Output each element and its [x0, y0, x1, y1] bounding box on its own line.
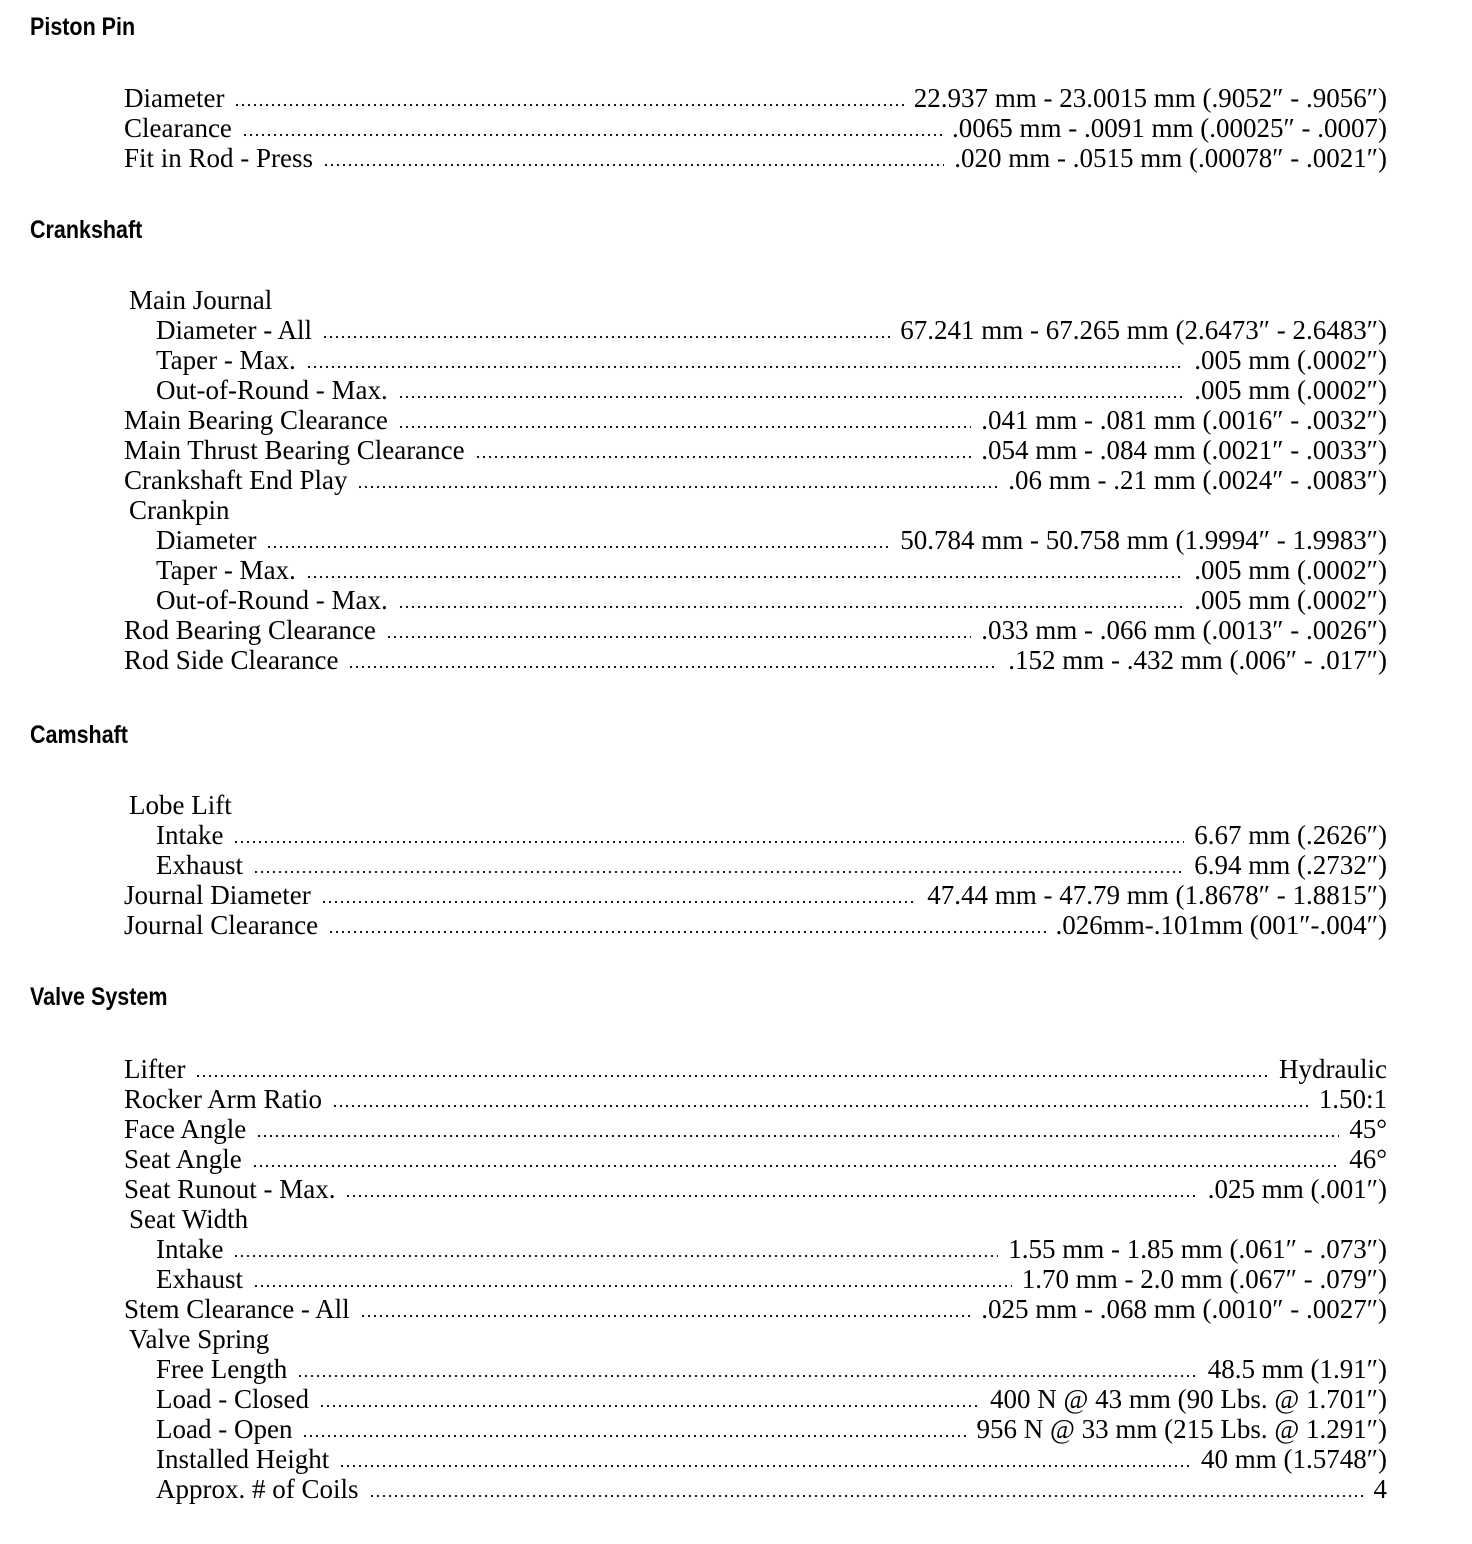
spec-label: Lifter: [124, 1054, 186, 1084]
dot-leader: [386, 635, 971, 639]
spec-value: .0065 mm - .0091 mm (.00025″ - .0007): [952, 113, 1387, 143]
spec-row: [124, 1174, 1387, 1204]
dot-leader: [322, 335, 890, 339]
spec-label: Crankshaft End Play: [124, 465, 348, 495]
spec-row: [124, 1084, 1387, 1114]
spec-value: .005 mm (.0002″): [1194, 345, 1387, 375]
dot-leader: [306, 365, 1184, 369]
spec-label: Fit in Rod - Press: [124, 143, 314, 173]
spec-row: [124, 83, 1387, 113]
spec-label: Stem Clearance - All: [124, 1294, 350, 1324]
spec-group-label: [124, 285, 1387, 315]
dot-leader: [398, 395, 1185, 399]
spec-row: [124, 1444, 1387, 1474]
spec-value: 1.70 mm - 2.0 mm (.067″ - .079″): [1021, 1264, 1387, 1294]
spec-label: Rod Side Clearance: [124, 645, 339, 675]
spec-value: .025 mm (.001″): [1207, 1174, 1387, 1204]
spec-label: Clearance: [124, 113, 232, 143]
dot-leader: [323, 163, 944, 167]
dot-leader: [242, 133, 942, 137]
spec-value: 6.94 mm (.2732″): [1194, 850, 1387, 880]
spec-label: Face Angle: [124, 1114, 247, 1144]
spec-row: [124, 345, 1387, 375]
spec-row: [124, 113, 1387, 143]
spec-group-label: [124, 1204, 1387, 1234]
spec-group-label: [124, 790, 1387, 820]
spec-label: Diameter: [124, 83, 225, 113]
spec-row: [124, 1054, 1387, 1084]
spec-label: Main Bearing Clearance: [124, 405, 388, 435]
spec-label: Exhaust: [156, 1264, 243, 1294]
dot-leader: [234, 103, 903, 107]
dot-leader: [332, 1104, 1309, 1108]
spec-group-label: [124, 1324, 1387, 1354]
spec-label: Diameter: [156, 525, 257, 555]
dot-leader: [252, 1164, 1339, 1168]
spec-label: Journal Diameter: [124, 880, 311, 910]
spec-label: Seat Angle: [124, 1144, 242, 1174]
dot-leader: [253, 870, 1184, 874]
section-heading: Valve System: [30, 983, 168, 1011]
spec-label: Lobe Lift: [129, 790, 232, 820]
spec-label: Valve Spring: [129, 1324, 270, 1354]
spec-label: Out-of-Round - Max.: [156, 585, 388, 615]
spec-value: .041 mm - .081 mm (.0016″ - .0032″): [981, 405, 1387, 435]
spec-row: [124, 1414, 1387, 1444]
spec-value: Hydraulic: [1279, 1054, 1387, 1084]
spec-value: 1.50:1: [1318, 1084, 1387, 1114]
spec-value: .152 mm - .432 mm (.006″ - .017″): [1008, 645, 1387, 675]
spec-value: 47.44 mm - 47.79 mm (1.8678″ - 1.8815″): [927, 880, 1387, 910]
dot-leader: [297, 1374, 1198, 1378]
spec-value: 40 mm (1.5748″): [1201, 1444, 1387, 1474]
dot-leader: [233, 840, 1184, 844]
spec-value: 6.67 mm (.2626″): [1194, 820, 1387, 850]
spec-label: Taper - Max.: [156, 555, 296, 585]
dot-leader: [306, 575, 1184, 579]
spec-row: [124, 555, 1387, 585]
spec-value: .033 mm - .066 mm (.0013″ - .0026″): [981, 615, 1387, 645]
dot-leader: [195, 1074, 1269, 1078]
spec-label: Intake: [156, 1234, 224, 1264]
spec-group-label: [124, 495, 1387, 525]
spec-row: [124, 645, 1387, 675]
spec-row: [124, 910, 1387, 940]
spec-row: [124, 820, 1387, 850]
dot-leader: [345, 1194, 1197, 1198]
spec-row: [124, 405, 1387, 435]
spec-label: Load - Closed: [156, 1384, 309, 1414]
dot-leader: [339, 1464, 1191, 1468]
spec-label: Crankpin: [129, 495, 230, 525]
dot-leader: [328, 930, 1045, 934]
spec-list: [124, 285, 1387, 675]
spec-row: [124, 1234, 1387, 1264]
spec-label: Installed Height: [156, 1444, 330, 1474]
spec-label: Diameter - All: [156, 315, 312, 345]
spec-value: 45°: [1349, 1114, 1387, 1144]
dot-leader: [233, 1254, 998, 1258]
dot-leader: [319, 1404, 980, 1408]
spec-row: [124, 1264, 1387, 1294]
spec-row: [124, 525, 1387, 555]
spec-row: [124, 1114, 1387, 1144]
spec-row: [124, 1144, 1387, 1174]
dot-leader: [398, 605, 1185, 609]
spec-list: [124, 1054, 1387, 1504]
spec-value: 67.241 mm - 67.265 mm (2.6473″ - 2.6483″): [900, 315, 1387, 345]
spec-row: [124, 1294, 1387, 1324]
spec-label: Rod Bearing Clearance: [124, 615, 376, 645]
spec-label: Seat Width: [129, 1204, 249, 1234]
spec-value: 956 N @ 33 mm (215 Lbs. @ 1.291″): [976, 1414, 1387, 1444]
spec-list: [124, 790, 1387, 940]
spec-value: 400 N @ 43 mm (90 Lbs. @ 1.701″): [990, 1384, 1387, 1414]
spec-value: .005 mm (.0002″): [1194, 555, 1387, 585]
dot-leader: [360, 1314, 972, 1318]
dot-leader: [348, 665, 998, 669]
dot-leader: [321, 900, 918, 904]
spec-row: [124, 465, 1387, 495]
spec-label: Intake: [156, 820, 224, 850]
spec-value: .005 mm (.0002″): [1194, 585, 1387, 615]
dot-leader: [253, 1284, 1012, 1288]
spec-value: 48.5 mm (1.91″): [1207, 1354, 1387, 1384]
spec-label: Free Length: [156, 1354, 288, 1384]
spec-row: [124, 1474, 1387, 1504]
spec-row: [124, 375, 1387, 405]
dot-leader: [266, 545, 890, 549]
spec-row: [124, 850, 1387, 880]
spec-label: Exhaust: [156, 850, 243, 880]
dot-leader: [369, 1494, 1364, 1498]
spec-value: .06 mm - .21 mm (.0024″ - .0083″): [1008, 465, 1387, 495]
spec-value: .020 mm - .0515 mm (.00078″ - .0021″): [954, 143, 1387, 173]
spec-value: .054 mm - .084 mm (.0021″ - .0033″): [981, 435, 1387, 465]
spec-row: [124, 585, 1387, 615]
spec-label: Rocker Arm Ratio: [124, 1084, 322, 1114]
spec-value: 4: [1373, 1474, 1387, 1504]
spec-value: .005 mm (.0002″): [1194, 375, 1387, 405]
spec-row: [124, 143, 1387, 173]
spec-label: Out-of-Round - Max.: [156, 375, 388, 405]
spec-row: [124, 1354, 1387, 1384]
spec-value: .025 mm - .068 mm (.0010″ - .0027″): [981, 1294, 1387, 1324]
spec-list: [124, 83, 1387, 173]
spec-label: Main Journal: [129, 285, 273, 315]
spec-label: Load - Open: [156, 1414, 293, 1444]
spec-row: [124, 1384, 1387, 1414]
dot-leader: [475, 455, 972, 459]
spec-label: Journal Clearance: [124, 910, 319, 940]
dot-leader: [256, 1134, 1339, 1138]
spec-label: Seat Runout - Max.: [124, 1174, 336, 1204]
spec-row: [124, 435, 1387, 465]
spec-value: .026mm-.101mm (001″-.004″): [1055, 910, 1387, 940]
section-heading: Camshaft: [30, 721, 128, 749]
spec-row: [124, 615, 1387, 645]
dot-leader: [302, 1434, 966, 1438]
spec-value: 22.937 mm - 23.0015 mm (.9052″ - .9056″): [913, 83, 1387, 113]
section-heading: Piston Pin: [30, 13, 136, 41]
spec-row: [124, 315, 1387, 345]
spec-label: Main Thrust Bearing Clearance: [124, 435, 465, 465]
dot-leader: [357, 485, 998, 489]
spec-value: 1.55 mm - 1.85 mm (.061″ - .073″): [1008, 1234, 1387, 1264]
section-heading: Crankshaft: [30, 216, 143, 244]
dot-leader: [398, 425, 971, 429]
spec-label: Taper - Max.: [156, 345, 296, 375]
spec-value: 50.784 mm - 50.758 mm (1.9994″ - 1.9983″): [900, 525, 1387, 555]
spec-label: Approx. # of Coils: [156, 1474, 359, 1504]
spec-value: 46°: [1349, 1144, 1387, 1174]
spec-row: [124, 880, 1387, 910]
